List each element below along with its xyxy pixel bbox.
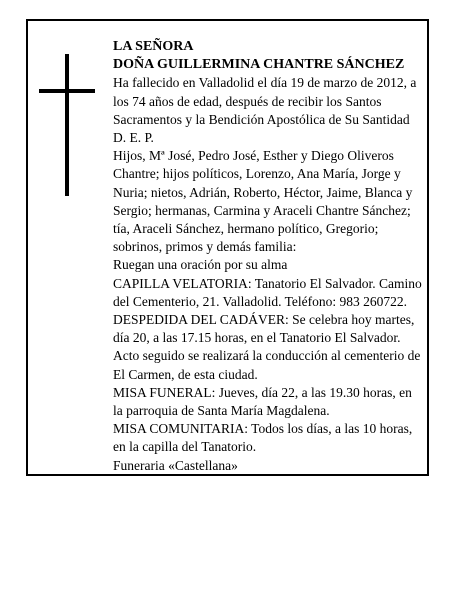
funeral-mass-info: MISA FUNERAL: Jueves, día 22, a las 19.30 horas, en la parroquia de Santa María Magdalena. bbox=[113, 384, 412, 419]
farewell-info: DESPEDIDA DEL CADÁVER: Se celebra hoy martes, día 20, a las 17.15 horas, en el Tanatorio El Salvador. Acto seguido se realizará la conducción al cementerio de El Carmen, de esta ciudad. bbox=[113, 312, 421, 382]
obituary-text bbox=[113, 38, 423, 475]
prayer-request: Ruegan una oración por su alma bbox=[113, 257, 288, 273]
cross-icon bbox=[39, 54, 95, 196]
funeral-home: Funeraria «Castellana» bbox=[113, 457, 238, 473]
death-announcement: Ha fallecido en Valladolid el día 19 de marzo de 2012, a los 74 años de edad, después de recibir los Santos Sacramentos y la Bendición Apostólica de Su Santidad D. E. P. bbox=[113, 75, 417, 146]
cross-horizontal-bar bbox=[39, 89, 95, 93]
family-list: Hijos, Mª José, Pedro José, Esther y Diego Oliveros Chantre; hijos políticos, Lorenzo, Ana María, Jorge y Nuria; nietos, Adrián, Roberto, Héctor, Jaime, Blanca y Sergio; hermanas, Carmina y Araceli Chantre Sánchez; tía, Araceli Sánchez, hermano político, Gregorio; sobrinos, primos y demás familia: bbox=[113, 148, 413, 255]
community-mass-info: MISA COMUNITARIA: Todos los días, a las 10 horas, en la capilla del Tanatorio. bbox=[113, 421, 413, 455]
deceased-name: DOÑA GUILLERMINA CHANTRE SÁNCHEZ bbox=[113, 57, 405, 73]
cross-vertical-bar bbox=[65, 54, 69, 196]
notice-heading: LA SEÑORA bbox=[113, 39, 194, 54]
chapel-info: CAPILLA VELATORIA: Tanatorio El Salvador. Camino del Cementerio, 21. Valladolid. Teléfono: 983 260722. bbox=[113, 275, 422, 309]
